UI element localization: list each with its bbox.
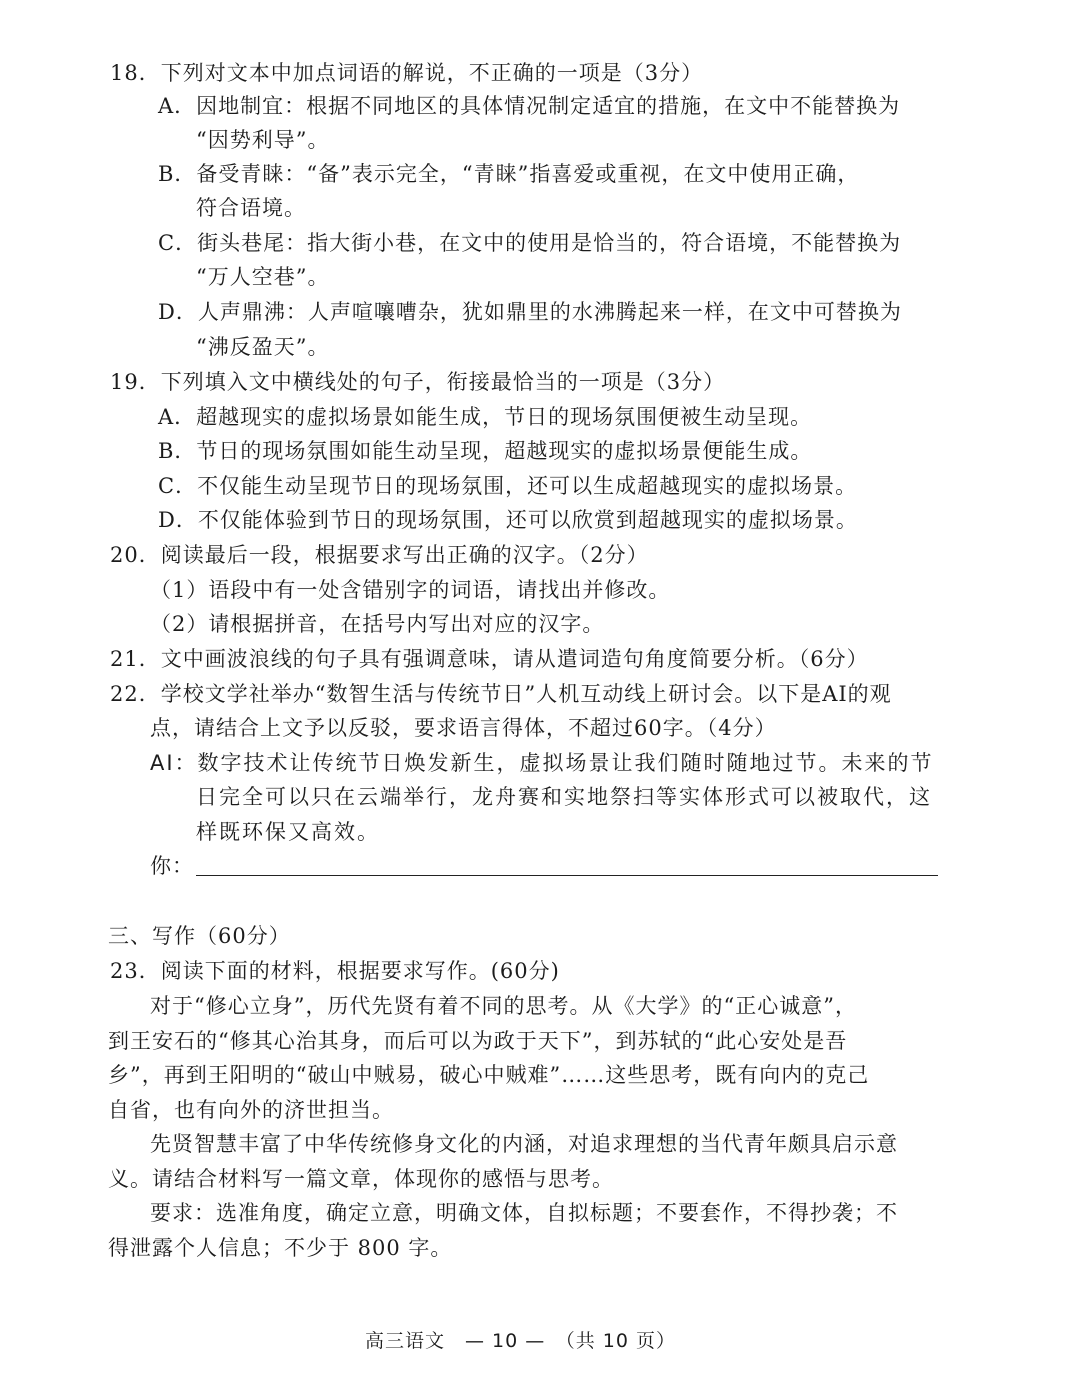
q18-option-a-line1: A．因地制宜：根据不同地区的具体情况制定适宜的措施，在文中不能替换为 — [158, 94, 901, 118]
q18-option-c-line2: “万人空巷”。 — [196, 265, 330, 289]
section3-title: 三、写作（60分） — [108, 924, 291, 948]
q21-stem: 21．文中画波浪线的句子具有强调意味，请从遣词造句角度简要分析。（6分） — [110, 647, 869, 671]
q22-answer-blank — [196, 875, 938, 876]
q23-material-line6: 义。请结合材料写一篇文章，体现你的感悟与思考。 — [108, 1167, 614, 1191]
q20-part1: （1）语段中有一处含错别字的词语，请找出并修改。 — [150, 578, 671, 602]
q22-you-label: 你： — [150, 854, 194, 878]
q18-stem: 18．下列对文本中加点词语的解说，不正确的一项是（3分） — [110, 61, 704, 85]
q19-stem: 19．下列填入文中横线处的句子，衔接最恰当的一项是（3分） — [110, 370, 726, 394]
q18-option-d-line2: “沸反盈天”。 — [196, 335, 330, 359]
q18-option-c-line1: C．街头巷尾：指大街小巷，在文中的使用是恰当的，符合语境，不能替换为 — [158, 231, 902, 255]
q23-requirement-line2: 得泄露个人信息；不少于 800 字。 — [108, 1236, 453, 1260]
q20-stem: 20．阅读最后一段，根据要求写出正确的汉字。（2分） — [110, 543, 649, 567]
q19-option-d: D．不仅能体验到节日的现场氛围，还可以欣赏到超越现实的虚拟场景。 — [158, 508, 858, 532]
q23-stem: 23．阅读下面的材料，根据要求写作。(60分) — [110, 959, 560, 983]
q22-ai-line1: AI：数字技术让传统节日焕发新生，虚拟场景让我们随时随地过节。未来的节 — [150, 751, 934, 775]
q18-option-b-line2: 符合语境。 — [196, 196, 306, 220]
q23-material-line2: 到王安石的“修其心治其身，而后可以为政于天下”，到苏轼的“此心安处是吾 — [108, 1029, 848, 1053]
q19-option-c: C．不仅能生动呈现节日的现场氛围，还可以生成超越现实的虚拟场景。 — [158, 474, 858, 498]
q23-material-line5: 先贤智慧丰富了中华传统修身文化的内涵，对追求理想的当代青年颇具启示意 — [150, 1132, 898, 1156]
q22-stem-line1: 22．学校文学社举办“数智生活与传统节日”人机互动线上研讨会。以下是AI的观 — [110, 682, 892, 706]
q23-material-line4: 自省，也有向外的济世担当。 — [108, 1098, 394, 1122]
q19-option-a: A．超越现实的虚拟场景如能生成，节日的现场氛围便被生动呈现。 — [158, 405, 813, 429]
q20-part2: （2）请根据拼音，在括号内写出对应的汉字。 — [150, 612, 605, 636]
q23-material-line3: 乡”，再到王阳明的“破山中贼易，破心中贼难”……这些思考，既有向内的克己 — [108, 1063, 870, 1087]
q18-option-a-line2: “因势利导”。 — [196, 128, 330, 152]
q23-requirement-line1: 要求：选准角度，确定立意，明确文体，自拟标题；不要套作，不得抄袭；不 — [150, 1201, 898, 1225]
q19-option-b: B．节日的现场氛围如能生动呈现，超越现实的虚拟场景便能生成。 — [158, 439, 813, 463]
q22-ai-line3: 样既环保又高效。 — [196, 820, 380, 844]
q22-ai-line2: 日完全可以只在云端举行，龙舟赛和实地祭扫等实体形式可以被取代，这 — [196, 785, 932, 809]
q18-option-d-line1: D．人声鼎沸：人声喧嚷嘈杂，犹如鼎里的水沸腾起来一样，在文中可替换为 — [158, 300, 902, 324]
q23-material-line1: 对于“修心立身”，历代先贤有着不同的思考。从《大学》的“正心诚意”， — [150, 994, 857, 1018]
q22-stem-line2: 点，请结合上文予以反驳，要求语言得体，不超过60字。（4分） — [150, 716, 777, 740]
page-footer: 高三语文 — 10 — （共 10 页） — [365, 1330, 677, 1352]
q18-option-b-line1: B．备受青睐：“备”表示完全，“青睐”指喜爱或重视，在文中使用正确， — [158, 162, 860, 186]
